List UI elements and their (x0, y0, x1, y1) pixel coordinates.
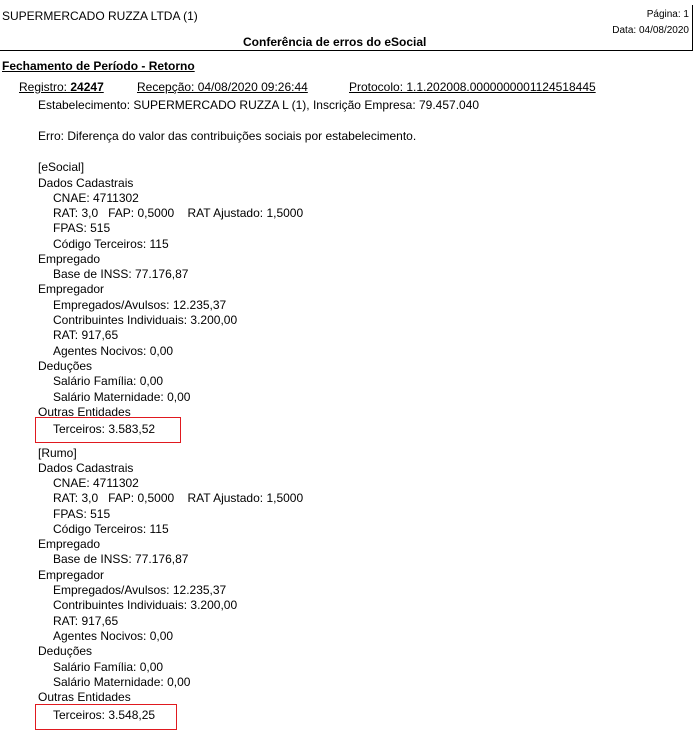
contribuintes-individuais: Contribuintes Individuais: 3.200,00 (53, 598, 238, 612)
empregador-label: Empregador (38, 282, 105, 296)
rat-fap-line: RAT: 3,0 FAP: 0,5000 RAT Ajustado: 1,5000 (53, 491, 304, 505)
codigo-terceiros: Código Terceiros: 115 (53, 237, 169, 251)
salario-maternidade: Salário Maternidade: 0,00 (53, 390, 191, 404)
salario-familia: Salário Família: 0,00 (53, 374, 164, 388)
recepcao: Recepção: 04/08/2020 09:26:44 (137, 80, 308, 94)
rat-fap-line: RAT: 3,0 FAP: 0,5000 RAT Ajustado: 1,5000 (53, 206, 304, 220)
base-inss: Base de INSS: 77.176,87 (53, 552, 189, 566)
empregado-label: Empregado (38, 537, 101, 551)
empregado-label: Empregado (38, 252, 101, 266)
fpas: FPAS: 515 (53, 507, 111, 521)
contribuintes-individuais: Contribuintes Individuais: 3.200,00 (53, 313, 238, 327)
dados-cadastrais-label: Dados Cadastrais (38, 461, 134, 475)
report-date: Data: 04/08/2020 (612, 25, 689, 36)
deducoes-label: Deduções (38, 644, 93, 658)
empregados-avulsos: Empregados/Avulsos: 12.235,37 (53, 298, 227, 312)
agentes-nocivos: Agentes Nocivos: 0,00 (53, 344, 174, 358)
protocolo: Protocolo: 1.1.202008.0000000001124518445 (349, 80, 596, 94)
agentes-nocivos: Agentes Nocivos: 0,00 (53, 629, 174, 643)
terceiros-value: Terceiros: 3.583,52 (53, 422, 156, 436)
registro-number: 24247 (70, 80, 104, 94)
section-title: Fechamento de Período - Retorno (2, 59, 195, 73)
registro-label: Registro: (19, 80, 68, 94)
rat-value: RAT: 917,65 (53, 614, 119, 628)
empregador-label: Empregador (38, 568, 105, 582)
company-name: SUPERMERCADO RUZZA LTDA (1) (2, 9, 198, 23)
deducoes-label: Deduções (38, 359, 93, 373)
estabelecimento: Estabelecimento: SUPERMERCADO RUZZA L (1), Inscrição Empresa: 79.457.040 (38, 98, 480, 112)
report-title: Conferência de erros do eSocial (243, 35, 427, 49)
page-number: Página: 1 (646, 9, 689, 20)
fpas: FPAS: 515 (53, 221, 111, 235)
registro-line (19, 80, 104, 95)
salario-familia: Salário Família: 0,00 (53, 660, 164, 674)
salario-maternidade: Salário Maternidade: 0,00 (53, 675, 191, 689)
base-inss: Base de INSS: 77.176,87 (53, 267, 189, 281)
cnae: CNAE: 4711302 (53, 191, 139, 205)
source-esocial: [eSocial] (38, 160, 85, 174)
cnae: CNAE: 4711302 (53, 476, 139, 490)
source-rumo: [Rumo] (38, 446, 77, 460)
outras-entidades-label: Outras Entidades (38, 405, 131, 419)
erro-message: Erro: Diferença do valor das contribuições sociais por estabelecimento. (38, 129, 417, 143)
dados-cadastrais-label: Dados Cadastrais (38, 176, 134, 190)
terceiros-value: Terceiros: 3.548,25 (53, 708, 156, 722)
codigo-terceiros: Código Terceiros: 115 (53, 522, 169, 536)
outras-entidades-label: Outras Entidades (38, 690, 131, 704)
rat-value: RAT: 917,65 (53, 328, 119, 342)
empregados-avulsos: Empregados/Avulsos: 12.235,37 (53, 583, 227, 597)
